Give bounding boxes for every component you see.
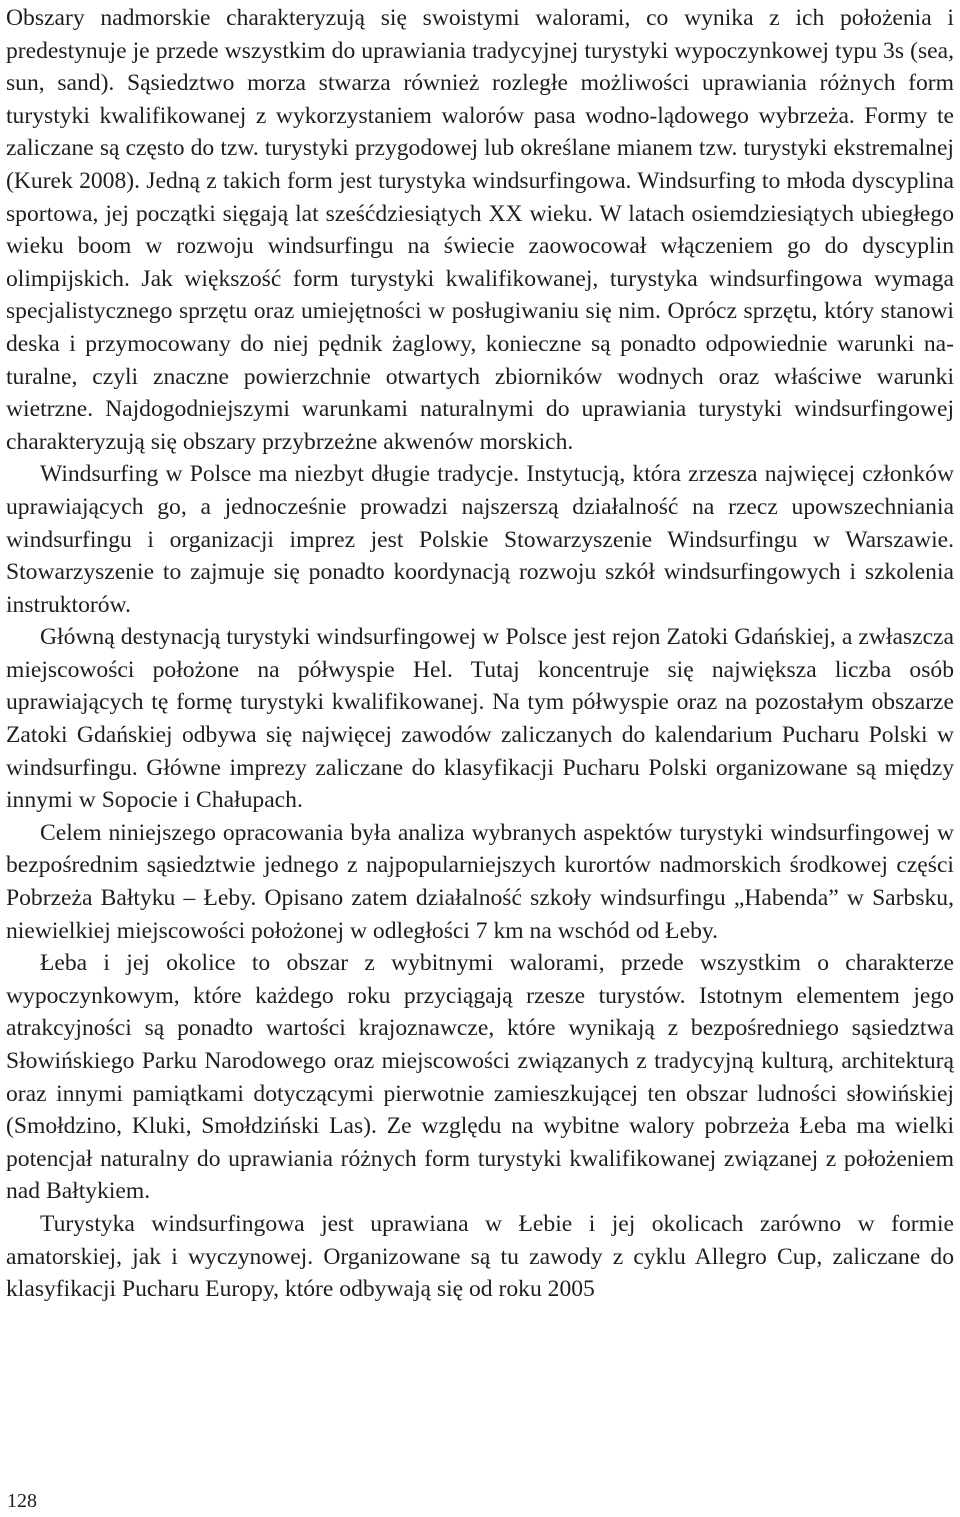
- paragraph-coastal-areas: Obszary nadmorskie charakteryzują się swoistymi walorami, co wynika z ich położenia i predestynuje je przede wszystkim do uprawiania tradycyjnej turystyki wypoczynkowej typu 3s (sea, sun, sand). Sąsiedztwo morza stwarza również rozległe możliwości uprawiania różnych form turystyki kwalifikowanej z wykorzystaniem walorów pasa wodno-lądowego wybrzeża. Formy te zaliczane są często do tzw. turystyki przygodowej lub określane mianem tzw. turystyki ekstremalnej (Kurek 2008). Jedną z takich form jest turystyka windsurfingowa. Windsurfing to młoda dyscyplina sportowa, jej początki sięgają lat sześćdziesiątych XX wieku. W latach osiemdziesiątych ubiegłego wieku boom w rozwoju windsurfingu na świecie zaowocował włączeniem go do dyscyplin olimpijskich. Jak większość form turystyki kwalifikowanej, turystyka windsurfingowa wymaga specjalistycznego sprzętu oraz umiejętności w posługiwaniu się nim. Oprócz sprzętu, który stanowi deska i przymocowany do niej pędnik żaglowy, konieczne są ponadto odpowiednie warunki naturalne, czyli znaczne powierzchnie otwartych zbiorników wodnych oraz właściwe warunki wietrzne. Najdogodniejszymi warunkami naturalnymi do uprawiania turystyki windsurfingowej charakteryzują się obszary przybrzeżne akwenów morskich.: [6, 5, 954, 455]
- document-body: [6, 2, 954, 1306]
- paragraph-study-aim: Celem niniejszego opracowania była analiza wybranych aspektów turystyki windsurfingowej w bezpośrednim sąsiedztwie jednego z najpopularniejszych kurortów nadmorskich środkowej części Pobrzeża Bałtyku – Łeby. Opisano zatem działalność szkoły windsurfingu „Habenda” w Sarbsku, niewielkiej miejscowości położonej w odległości 7 km na wschód od Łeby.: [6, 819, 954, 944]
- paragraph-gdansk-bay: Główną destynacją turystyki windsurfingowej w Polsce jest rejon Zatoki Gdańskiej, a zwłaszcza miejscowości położone na półwyspie Hel. Tutaj koncentruje się największa liczba osób uprawiających tę formę turystyki kwalifikowanej. Na tym półwyspie oraz na pozostałym obszarze Zatoki Gdańskiej odbywa się najwięcej zawodów zaliczanych do kalendarium Pucharu Polski w windsurfingu. Główne imprezy zaliczane do klasyfikacji Pucharu Polski organizowane są między innymi w Sopocie i Chałupach.: [6, 624, 954, 814]
- page-number: 128: [7, 1490, 37, 1512]
- paragraph-leba-region: Łeba i jej okolice to obszar z wybitnymi walorami, przede wszystkim o charakterze wypoczynkowym, które każdego roku przyciągają rzesze turystów. Istotnym elementem jego atrakcyjności są ponadto wartości krajoznawcze, które wynikają z bezpośredniego sąsiedztwa Słowińskiego Parku Narodowego oraz miejscowości związanych z tradycyjną kulturą, architekturą oraz innymi pamiątkami dotyczącymi pierwotnie zamieszkującej ten obszar ludności słowińskiej (Smołdzino, Kluki, Smołdziński Las). Ze względu na wybitne walory pobrzeża Łeba ma wielki potencjał naturalny do uprawiania różnych form turystyki kwalifikowanej związanej z położeniem nad Bałtykiem.: [6, 950, 954, 1205]
- paragraph-windsurfing-poland: Windsurfing w Polsce ma niezbyt długie tradycje. Instytucją, która zrzesza najwięcej członków uprawiających go, a jednocześnie prowadzi najszerszą działalność na rzecz upowszechniania windsurfingu i organizacji imprez jest Polskie Stowarzyszenie Windsurfingu w Warszawie. Stowarzyszenie to zajmuje się ponadto koordynacją rozwoju szkół windsurfingowych i szkolenia instruktorów.: [6, 461, 954, 618]
- paragraph-leba-windsurfing: Turystyka windsurfingowa jest uprawiana w Łebie i jej okolicach zarówno w formie amatorskiej, jak i wyczynowej. Organizowane są tu zawody z cyklu Allegro Cup, zaliczane do klasyfikacji Pucharu Europy, które odbywają się od roku 2005: [6, 1210, 954, 1303]
